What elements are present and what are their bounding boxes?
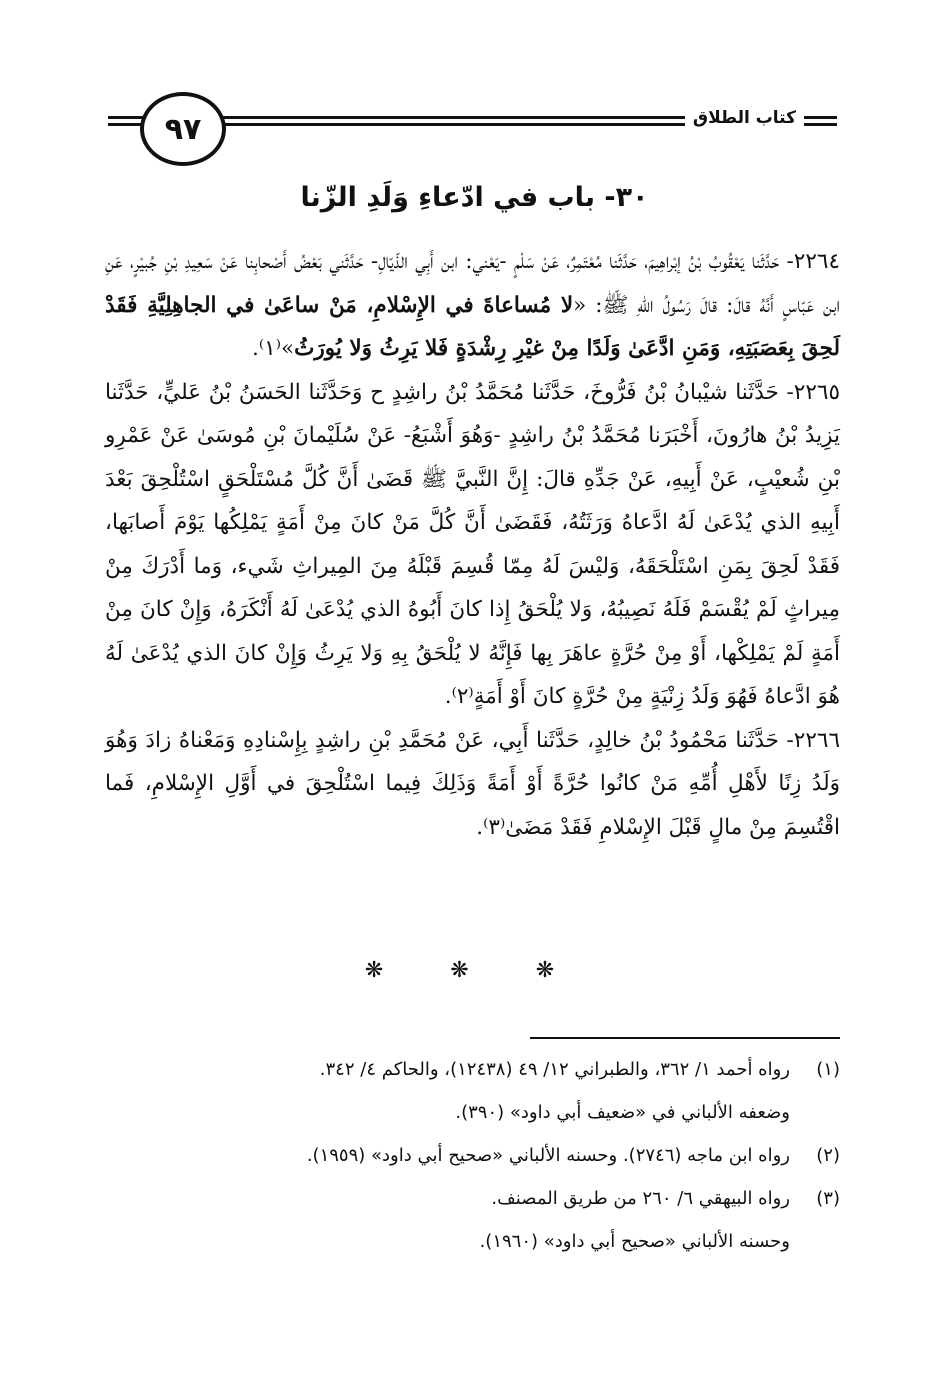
footnote-1 [180, 1048, 840, 1091]
footnotes [180, 1048, 840, 1263]
main-text [105, 240, 840, 849]
footnote-number: (١) [816, 1059, 840, 1080]
footnote-3-continued: وحسنه الألباني «صحيح أبي داود» (١٩٦٠). [479, 1231, 790, 1252]
page-number: ٩٧ [164, 111, 202, 147]
hadith-2264-end: »⁽١⁾. [252, 336, 295, 361]
hadith-2264-intro: ٢٢٦٤- حَدَّثَنا يَعْقُوبُ بْنُ إبْراهِيمَ، حَدَّثَنا مُعْتَمِرٌ، عَنْ سَلْمٍ -يَعْني: ابن أَبِي الذّيّالِ- حَدَّثَني بَعْضُ أَصْحابِنا عَنْ سَعِيدِ بْنِ جُبيْرٍ، عَنِ ابن عَبّاسٍ أَنَّهُ قالَ: قالَ رَسُولُ اللهِ ﷺ: « [105, 249, 840, 318]
hadith-2265: ٢٢٦٥- حَدَّثَنا شيْبانُ بْنُ فَرُّوخَ، حَدَّثَنا مُحَمَّدُ بْنُ راشِدٍ ح وَحَدَّثَنا الحَسَنُ بْنُ عَليٍّ، حَدَّثَنا يَزِيدُ بْنُ هارُونَ، أَخْبَرَنا مُحَمَّدُ بْنُ راشِدٍ -وَهُوَ أَشْبَعُ- عَنْ سُلَيْمانَ بْنِ مُوسَىٰ عَنْ عَمْرِو بْنِ شُعيْبٍ، عَنْ أَبِيهِ، عَنْ جَدِّهِ قالَ: إِنَّ النَّبيَّ ﷺ قَضَىٰ أَنَّ كُلَّ مُسْتَلْحَقٍ اسْتُلْحِقَ بَعْدَ أَبِيهِ الذي يُدْعَىٰ لَهُ ادَّعاهُ وَرَثَتُهُ، فَقَضَىٰ أَنَّ كُلَّ مَنْ كانَ مِنْ أَمَةٍ يَمْلِكُها يَوْمَ أَصابَها، فَقَدْ لَحِقَ بِمَنِ اسْتَلْحَقَهُ، وَليْسَ لَهُ مِمّا قُسِمَ قَبْلَهُ مِنَ المِيراثِ شَيء، وَما أَدْرَكَ مِنْ مِيراثٍ لَمْ يُقْسَمْ فَلَهُ نَصِيبُهُ، وَلا يُلْحَقُ إِذا كانَ أَبُوهُ الذي يُدْعَىٰ لَهُ أَنْكَرَهُ، وَإِنْ كانَ مِنْ أَمَةٍ لَمْ يَمْلِكْها، أَوْ مِنْ حُرَّةٍ عاهَرَ بِها فَإِنَّهُ لا يُلْحَقُ بِهِ وَلا يَرِثُ وَإِنْ كانَ الذي يُدْعَىٰ لَهُ هُوَ ادَّعاهُ فَهُوَ وَلَدُ زِنْيَةٍ مِنْ حُرَّةٍ كانَ أَوْ أَمَةٍ⁽٢⁾. [105, 379, 840, 709]
footnote-text: رواه ابن ماجه (٢٧٤٦). وحسنه الألباني «صحيح أبي داود» (١٩٥٩). [306, 1145, 790, 1166]
footnote-text: رواه أحمد ١/ ٣٦٢، والطبراني ١٢/ ٤٩ (١٢٤٣٨)، والحاكم ٤/ ٣٤٢. [319, 1059, 790, 1080]
section-separator: ❋ ❋ ❋ [364, 958, 585, 983]
footnote-text: رواه البيهقي ٦/ ٢٦٠ من طريق المصنف. [491, 1188, 790, 1209]
footnote-number: (٢) [816, 1145, 840, 1166]
footnote-number: (٣) [816, 1188, 840, 1209]
hadith-2264-prophetic-text: لا مُساعاةَ في الإِسْلامِ، مَنْ ساعَىٰ في الجاهِلِيَّةِ فَقَدْ لَحِقَ بِعَصَبَتِهِ، وَمَنِ ادَّعَىٰ وَلَدًا مِنْ غيْرِ رِشْدَةٍ فَلا يَرِثُ وَلا يُورَثُ [105, 292, 840, 361]
footnote-rule [530, 1037, 840, 1039]
section-title: ٣٠- باب في ادّعاءِ وَلَدِ الزّنا [300, 182, 649, 213]
chapter-title: كتاب الطلاق [685, 108, 804, 128]
footnote-1-continued: وضعفه الألباني في «ضعيف أبي داود» (٣٩٠). [455, 1102, 790, 1123]
hadith-2266: ٢٢٦٦- حَدَّثَنا مَحْمُودُ بْنُ خالِدٍ، حَدَّثَنا أَبِي، عَنْ مُحَمَّدِ بْنِ راشِدٍ بِإِسْنادِهِ وَمَعْناهُ زادَ وَهُوَ وَلَدُ زِنًا لأَهْلِ أُمِّهِ مَنْ كانُوا حُرَّةً أَوْ أَمَةً وَذَلِكَ فِيما اسْتُلْحِقَ في أَوَّلِ الإِسْلامِ، فَما اقْتُسِمَ مِنْ مالٍ قَبْلَ الإِسْلامِ فَقَدْ مَضَىٰ⁽٣⁾. [105, 727, 840, 840]
footnote-3 [180, 1177, 840, 1220]
hadith-2264 [105, 240, 840, 371]
page-header [0, 92, 949, 172]
footnote-2 [180, 1134, 840, 1177]
page-number-badge [140, 92, 226, 166]
